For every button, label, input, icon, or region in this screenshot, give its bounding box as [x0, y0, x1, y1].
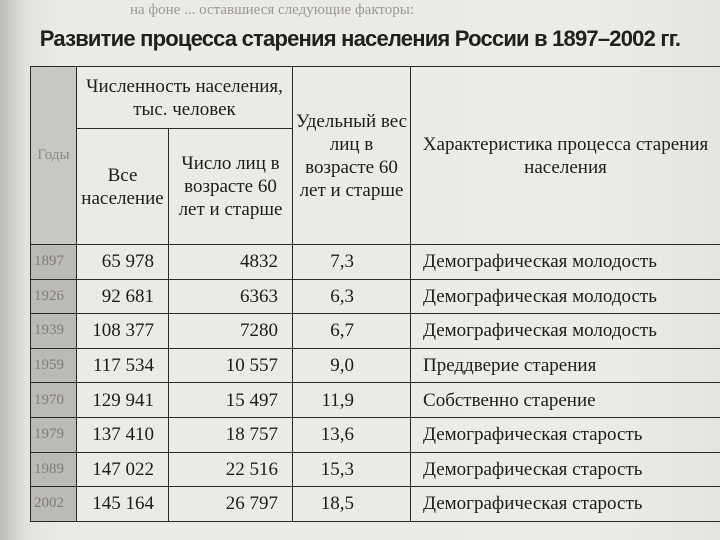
share-cell: 7,3 — [293, 245, 411, 280]
aging-table — [30, 66, 720, 522]
total-cell: 137 410 — [77, 417, 169, 452]
elderly-cell: 22 516 — [169, 452, 293, 487]
elderly-cell: 18 757 — [169, 417, 293, 452]
year-cell: 1939 — [31, 314, 77, 349]
total-cell: 92 681 — [77, 279, 169, 314]
total-cell: 117 534 — [77, 348, 169, 383]
elderly-cell: 7280 — [169, 314, 293, 349]
elderly-cell: 10 557 — [169, 348, 293, 383]
year-cell: 1979 — [31, 417, 77, 452]
total-cell: 147 022 — [77, 452, 169, 487]
share-cell: 13,6 — [293, 417, 411, 452]
year-cell: 1959 — [31, 348, 77, 383]
characteristic-cell: Собственно старение — [411, 383, 720, 418]
share-cell: 15,3 — [293, 452, 411, 487]
table-row — [31, 417, 720, 452]
table-row — [31, 348, 720, 383]
characteristic-cell: Демографическая старость — [411, 417, 720, 452]
header-population: Численность населения, тыс. человек — [77, 67, 293, 129]
share-cell: 11,9 — [293, 383, 411, 418]
characteristic-cell: Демографическая старость — [411, 452, 720, 487]
year-cell: 1897 — [31, 245, 77, 280]
header-share: Удельный вес лиц в возрасте 60 лет и старше — [293, 67, 411, 245]
table-row — [31, 487, 720, 522]
total-cell: 108 377 — [77, 314, 169, 349]
total-cell: 129 941 — [77, 383, 169, 418]
year-cell: 1970 — [31, 383, 77, 418]
elderly-cell: 26 797 — [169, 487, 293, 522]
header-characteristic: Характеристика процесса старения населения — [411, 67, 720, 245]
characteristic-cell: Преддверие старения — [411, 348, 720, 383]
characteristic-cell: Демографическая молодость — [411, 245, 720, 280]
bleed-through-text: на фоне ... оставшиеся следующие факторы: — [130, 2, 415, 18]
year-cell: 1926 — [31, 279, 77, 314]
share-cell: 6,3 — [293, 279, 411, 314]
characteristic-cell: Демографическая молодость — [411, 279, 720, 314]
share-cell: 18,5 — [293, 487, 411, 522]
year-cell: 1989 — [31, 452, 77, 487]
total-cell: 145 164 — [77, 487, 169, 522]
share-cell: 6,7 — [293, 314, 411, 349]
header-years: Годы — [31, 67, 77, 245]
table-row — [31, 383, 720, 418]
table-row — [31, 245, 720, 280]
header-total: Все население — [77, 129, 169, 245]
table-row — [31, 279, 720, 314]
year-cell: 2002 — [31, 487, 77, 522]
characteristic-cell: Демографическая старость — [411, 487, 720, 522]
elderly-cell: 15 497 — [169, 383, 293, 418]
table-row — [31, 452, 720, 487]
total-cell: 65 978 — [77, 245, 169, 280]
elderly-cell: 4832 — [169, 245, 293, 280]
table-title: Развитие процесса старения населения России в 1897–2002 гг. — [39, 26, 681, 51]
header-elderly: Число лиц в возрасте 60 лет и старше — [169, 129, 293, 245]
characteristic-cell: Демографическая молодость — [411, 314, 720, 349]
elderly-cell: 6363 — [169, 279, 293, 314]
share-cell: 9,0 — [293, 348, 411, 383]
table-row — [31, 314, 720, 349]
